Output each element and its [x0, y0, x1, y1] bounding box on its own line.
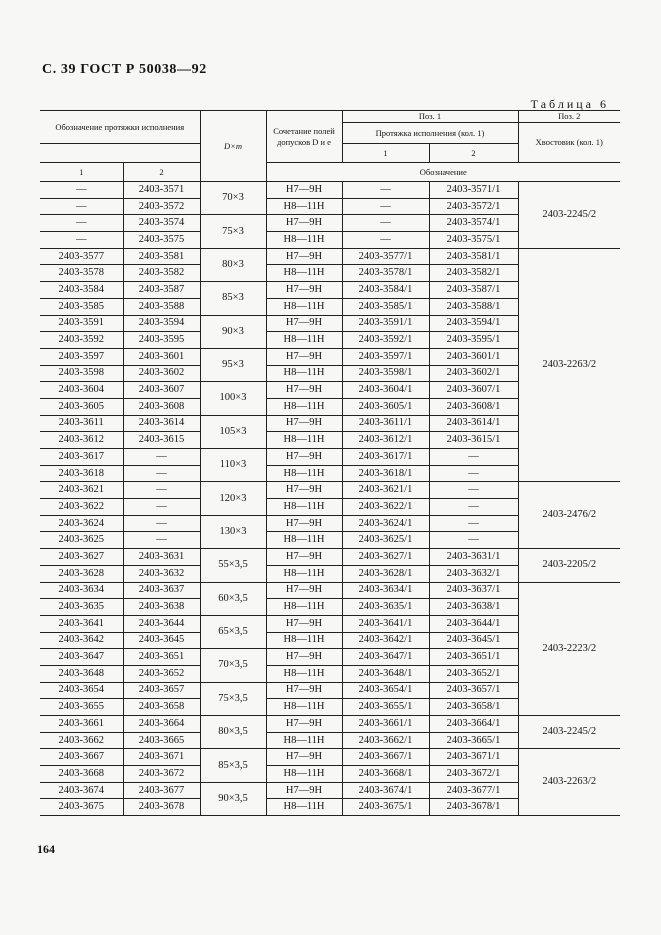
pos1-col1-cell: 2403-3611/1: [342, 415, 429, 432]
tolerance-cell: H8—11H: [266, 632, 342, 649]
tolerance-cell: H7—9H: [266, 482, 342, 499]
dxm-cell: 75×3: [200, 215, 266, 248]
broach-exec2-cell: 2403-3608: [123, 398, 200, 415]
broach-exec1-cell: 2403-3585: [40, 298, 123, 315]
pos1-col1-cell: 2403-3584/1: [342, 282, 429, 299]
broach-exec1-cell: 2403-3641: [40, 615, 123, 632]
dxm-cell: 70×3,5: [200, 649, 266, 682]
broach-exec1-cell: 2403-3662: [40, 732, 123, 749]
tolerance-cell: H7—9H: [266, 615, 342, 632]
dxm-cell: 95×3: [200, 348, 266, 381]
broach-exec1-cell: 2403-3628: [40, 565, 123, 582]
pos1-col2-cell: 2403-3645/1: [429, 632, 518, 649]
broach-exec2-cell: —: [123, 515, 200, 532]
shank-cell: 2403-2263/2: [518, 749, 620, 816]
broach-exec1-cell: 2403-3674: [40, 782, 123, 799]
table-caption: Таблица 6: [530, 97, 609, 111]
tolerance-cell: H7—9H: [266, 415, 342, 432]
tolerance-cell: H8—11H: [266, 599, 342, 616]
broach-exec2-cell: 2403-3672: [123, 766, 200, 783]
broach-exec1-cell: 2403-3621: [40, 482, 123, 499]
pos1-col1-cell: 2403-3661/1: [342, 716, 429, 733]
pos1-col2-cell: 2403-3664/1: [429, 716, 518, 733]
pos1-col2-cell: —: [429, 515, 518, 532]
broach-exec1-cell: 2403-3592: [40, 332, 123, 349]
tolerance-cell: H8—11H: [266, 732, 342, 749]
pos1-col2-cell: 2403-3588/1: [429, 298, 518, 315]
sub1-header: 1: [342, 144, 429, 163]
dxm-header: D×m: [200, 111, 266, 182]
pos1-col1-cell: 2403-3647/1: [342, 649, 429, 666]
tolerance-cell: H7—9H: [266, 182, 342, 199]
dxm-cell: 85×3,5: [200, 749, 266, 782]
dxm-cell: 105×3: [200, 415, 266, 448]
broach-exec1-cell: 2403-3611: [40, 415, 123, 432]
pos1-col1-cell: 2403-3598/1: [342, 365, 429, 382]
pos1-col2-cell: 2403-3571/1: [429, 182, 518, 199]
pos1-col1-cell: 2403-3668/1: [342, 766, 429, 783]
pos1-col1-cell: 2403-3654/1: [342, 682, 429, 699]
broach-exec2-cell: —: [123, 465, 200, 482]
tolerance-cell: H7—9H: [266, 549, 342, 566]
broach-exec2-cell: 2403-3575: [123, 232, 200, 249]
broach-exec2-cell: —: [123, 482, 200, 499]
pos1-col1-cell: —: [342, 215, 429, 232]
broach-exec1-cell: 2403-3675: [40, 799, 123, 816]
broach-exec1-cell: 2403-3642: [40, 632, 123, 649]
broach-exec2-cell: 2403-3607: [123, 382, 200, 399]
pos1-col2-cell: 2403-3582/1: [429, 265, 518, 282]
pos1-col2-cell: 2403-3665/1: [429, 732, 518, 749]
table-row: [40, 482, 620, 499]
broach-exec1-cell: 2403-3584: [40, 282, 123, 299]
broach-exec2-cell: 2403-3601: [123, 348, 200, 365]
pos1-col1-cell: 2403-3612/1: [342, 432, 429, 449]
pos1-col2-cell: 2403-3677/1: [429, 782, 518, 799]
dxm-cell: 90×3,5: [200, 782, 266, 815]
tolerance-cell: H7—9H: [266, 682, 342, 699]
broach-exec2-cell: 2403-3664: [123, 716, 200, 733]
pos1-col1-cell: —: [342, 232, 429, 249]
broach-exec1-cell: —: [40, 182, 123, 199]
broach-exec1-cell: 2403-3648: [40, 665, 123, 682]
shank-cell: 2403-2223/2: [518, 582, 620, 716]
broach-exec2-cell: 2403-3677: [123, 782, 200, 799]
tolerance-cell: H7—9H: [266, 749, 342, 766]
broach-exec1-cell: 2403-3624: [40, 515, 123, 532]
pos1-col2-cell: 2403-3672/1: [429, 766, 518, 783]
broach-exec1-cell: 2403-3604: [40, 382, 123, 399]
tolerance-cell: H8—11H: [266, 332, 342, 349]
pos1-col2-cell: —: [429, 465, 518, 482]
pos1-col1-cell: 2403-3577/1: [342, 248, 429, 265]
designation-header: Обозначение: [266, 163, 620, 182]
table-row: [40, 549, 620, 566]
dxm-cell: 130×3: [200, 515, 266, 548]
broach-exec1-cell: 2403-3617: [40, 449, 123, 466]
tolerance-cell: H7—9H: [266, 649, 342, 666]
broach-exec1-cell: —: [40, 198, 123, 215]
broach-exec2-cell: 2403-3652: [123, 665, 200, 682]
pos1-col2-cell: 2403-3671/1: [429, 749, 518, 766]
dxm-cell: 75×3,5: [200, 682, 266, 715]
broach-exec1-cell: —: [40, 232, 123, 249]
broach-exec2-cell: —: [123, 532, 200, 549]
pos1-col2-cell: 2403-3652/1: [429, 665, 518, 682]
pos1-col2-cell: 2403-3614/1: [429, 415, 518, 432]
broach-exec2-cell: 2403-3658: [123, 699, 200, 716]
broach-exec2-cell: 2403-3651: [123, 649, 200, 666]
table-row: [40, 582, 620, 599]
tolerance-cell: H7—9H: [266, 515, 342, 532]
broach-exec2-cell: 2403-3644: [123, 615, 200, 632]
pos1-col2-cell: 2403-3638/1: [429, 599, 518, 616]
broach-exec1-cell: 2403-3577: [40, 248, 123, 265]
broach-exec2-cell: 2403-3657: [123, 682, 200, 699]
broach-exec2-cell: 2403-3594: [123, 315, 200, 332]
broach-exec2-cell: 2403-3632: [123, 565, 200, 582]
dxm-cell: 110×3: [200, 449, 266, 482]
tolerance-cell: H7—9H: [266, 382, 342, 399]
pos1-col2-cell: 2403-3637/1: [429, 582, 518, 599]
pos1-col1-cell: 2403-3635/1: [342, 599, 429, 616]
pos1-col1-cell: 2403-3585/1: [342, 298, 429, 315]
pos1-col1-cell: 2403-3662/1: [342, 732, 429, 749]
pos1-col1-cell: 2403-3674/1: [342, 782, 429, 799]
broach-exec2-cell: 2403-3595: [123, 332, 200, 349]
tolerance-cell: H7—9H: [266, 716, 342, 733]
broach-exec2-cell: 2403-3615: [123, 432, 200, 449]
broach-exec1-cell: 2403-3591: [40, 315, 123, 332]
shank-cell: 2403-2245/2: [518, 182, 620, 249]
pos1-col1-cell: 2403-3648/1: [342, 665, 429, 682]
pos1-col1-cell: 2403-3625/1: [342, 532, 429, 549]
broach-exec2-cell: 2403-3587: [123, 282, 200, 299]
table-row: [40, 248, 620, 265]
pos1-col2-cell: 2403-3651/1: [429, 649, 518, 666]
broach-exec2-cell: 2403-3572: [123, 198, 200, 215]
pos1-col1-cell: 2403-3655/1: [342, 699, 429, 716]
tolerance-cell: H8—11H: [266, 699, 342, 716]
pos1-col2-cell: 2403-3574/1: [429, 215, 518, 232]
table-row: [40, 749, 620, 766]
broach-exec1-cell: 2403-3661: [40, 716, 123, 733]
pos1-header: Поз. 1: [342, 111, 518, 123]
dxm-cell: 80×3,5: [200, 716, 266, 749]
col2-header: 2: [123, 163, 200, 182]
tolerance-cell: H8—11H: [266, 799, 342, 816]
pos1-col1-cell: 2403-3622/1: [342, 499, 429, 516]
tolerance-cell: H8—11H: [266, 298, 342, 315]
pos1-col1-cell: 2403-3667/1: [342, 749, 429, 766]
pos1-col1-cell: —: [342, 198, 429, 215]
pos1-col1-cell: 2403-3641/1: [342, 615, 429, 632]
tolerance-header: Сочетание полей допусков D и e: [266, 111, 342, 163]
pos1-col1-cell: 2403-3624/1: [342, 515, 429, 532]
tolerance-cell: H8—11H: [266, 465, 342, 482]
tolerance-cell: H8—11H: [266, 432, 342, 449]
broach-exec2-cell: 2403-3581: [123, 248, 200, 265]
broach-exec1-cell: 2403-3612: [40, 432, 123, 449]
pos1-col1-cell: 2403-3621/1: [342, 482, 429, 499]
sub2-header: 2: [429, 144, 518, 163]
tolerance-cell: H7—9H: [266, 282, 342, 299]
table-row: [40, 182, 620, 199]
dxm-cell: 90×3: [200, 315, 266, 348]
broach-exec2-cell: —: [123, 499, 200, 516]
pos1-col1-cell: 2403-3605/1: [342, 398, 429, 415]
pos1-col2-cell: —: [429, 499, 518, 516]
tolerance-cell: H8—11H: [266, 198, 342, 215]
broach-exec1-cell: 2403-3597: [40, 348, 123, 365]
broach-exec1-cell: 2403-3647: [40, 649, 123, 666]
dxm-cell: 85×3: [200, 282, 266, 315]
broach-exec2-cell: 2403-3631: [123, 549, 200, 566]
pos1-col2-cell: 2403-3678/1: [429, 799, 518, 816]
tolerance-cell: H8—11H: [266, 766, 342, 783]
pos1-col2-cell: 2403-3587/1: [429, 282, 518, 299]
tolerance-cell: H8—11H: [266, 365, 342, 382]
broach-exec2-cell: 2403-3588: [123, 298, 200, 315]
tolerance-cell: H7—9H: [266, 782, 342, 799]
tolerance-cell: H7—9H: [266, 315, 342, 332]
shank-cell: 2403-2263/2: [518, 248, 620, 482]
dxm-cell: 60×3,5: [200, 582, 266, 615]
broach-exec2-cell: 2403-3671: [123, 749, 200, 766]
broach-exec2-cell: 2403-3637: [123, 582, 200, 599]
pos1-col1-cell: 2403-3597/1: [342, 348, 429, 365]
pos1-col1-cell: —: [342, 182, 429, 199]
broach-exec1-cell: 2403-3627: [40, 549, 123, 566]
broach-exec1-cell: 2403-3578: [40, 265, 123, 282]
tolerance-cell: H8—11H: [266, 565, 342, 582]
designation-table: [40, 110, 620, 816]
pos1-col1-cell: 2403-3634/1: [342, 582, 429, 599]
broach-exec1-cell: 2403-3655: [40, 699, 123, 716]
broach-exec2-cell: 2403-3614: [123, 415, 200, 432]
dxm-cell: 70×3: [200, 182, 266, 215]
broach-exec1-cell: —: [40, 215, 123, 232]
page-header: С. 39 ГОСТ Р 50038—92: [42, 62, 207, 77]
tolerance-cell: H7—9H: [266, 348, 342, 365]
pos1-col1-cell: 2403-3617/1: [342, 449, 429, 466]
pos1-col2-cell: 2403-3631/1: [429, 549, 518, 566]
pos1-col1-cell: 2403-3628/1: [342, 565, 429, 582]
pos1-col2-cell: —: [429, 532, 518, 549]
broach-exec1-cell: 2403-3618: [40, 465, 123, 482]
pos1-col2-cell: 2403-3602/1: [429, 365, 518, 382]
pos1-col2-cell: 2403-3581/1: [429, 248, 518, 265]
tolerance-cell: H8—11H: [266, 665, 342, 682]
broach-exec2-cell: —: [123, 449, 200, 466]
broach-designation-header: Обозначение протяжки исполнения: [40, 111, 200, 144]
shank-cell: 2403-2476/2: [518, 482, 620, 549]
tolerance-cell: H8—11H: [266, 499, 342, 516]
pos1-col1-cell: 2403-3618/1: [342, 465, 429, 482]
page-number: 164: [37, 842, 55, 856]
pos1-col2-cell: 2403-3608/1: [429, 398, 518, 415]
pos1-col2-cell: —: [429, 482, 518, 499]
pos1-col2-cell: 2403-3657/1: [429, 682, 518, 699]
tolerance-cell: H7—9H: [266, 449, 342, 466]
broach-exec1-cell: 2403-3634: [40, 582, 123, 599]
tolerance-cell: H7—9H: [266, 215, 342, 232]
tolerance-cell: H7—9H: [266, 248, 342, 265]
pos1-col1-cell: 2403-3591/1: [342, 315, 429, 332]
broach-exec2-cell: 2403-3582: [123, 265, 200, 282]
pos1-col2-cell: 2403-3575/1: [429, 232, 518, 249]
broach-exec2-cell: 2403-3645: [123, 632, 200, 649]
broach-exec1-cell: 2403-3625: [40, 532, 123, 549]
broach-exec2-cell: 2403-3571: [123, 182, 200, 199]
dxm-cell: 80×3: [200, 248, 266, 281]
col1-header: 1: [40, 163, 123, 182]
broach-exec2-cell: 2403-3665: [123, 732, 200, 749]
pos1-col1-cell: 2403-3592/1: [342, 332, 429, 349]
pos1-col1-cell: 2403-3675/1: [342, 799, 429, 816]
pos1-col2-cell: 2403-3594/1: [429, 315, 518, 332]
dxm-cell: 55×3,5: [200, 549, 266, 582]
broach-exec-header: Протяжка исполнения (кол. 1): [342, 123, 518, 144]
broach-exec2-cell: 2403-3602: [123, 365, 200, 382]
shank-header: Хвостовик (кол. 1): [518, 123, 620, 163]
dxm-cell: 65×3,5: [200, 615, 266, 648]
tolerance-cell: H8—11H: [266, 265, 342, 282]
broach-exec2-cell: 2403-3678: [123, 799, 200, 816]
pos2-header: Поз. 2: [518, 111, 620, 123]
dxm-cell: 120×3: [200, 482, 266, 515]
broach-exec1-cell: 2403-3654: [40, 682, 123, 699]
broach-exec1-cell: 2403-3622: [40, 499, 123, 516]
broach-exec1-cell: 2403-3667: [40, 749, 123, 766]
tolerance-cell: H8—11H: [266, 532, 342, 549]
broach-exec1-cell: 2403-3598: [40, 365, 123, 382]
tolerance-cell: H7—9H: [266, 582, 342, 599]
broach-exec2-cell: 2403-3638: [123, 599, 200, 616]
shank-cell: 2403-2245/2: [518, 716, 620, 749]
tolerance-cell: H8—11H: [266, 398, 342, 415]
pos1-col1-cell: 2403-3642/1: [342, 632, 429, 649]
shank-cell: 2403-2205/2: [518, 549, 620, 582]
pos1-col1-cell: 2403-3578/1: [342, 265, 429, 282]
pos1-col2-cell: —: [429, 449, 518, 466]
table-row: [40, 716, 620, 733]
pos1-col2-cell: 2403-3644/1: [429, 615, 518, 632]
pos1-col1-cell: 2403-3627/1: [342, 549, 429, 566]
pos1-col2-cell: 2403-3615/1: [429, 432, 518, 449]
pos1-col2-cell: 2403-3632/1: [429, 565, 518, 582]
pos1-col2-cell: 2403-3595/1: [429, 332, 518, 349]
broach-exec1-cell: 2403-3635: [40, 599, 123, 616]
broach-exec1-cell: 2403-3668: [40, 766, 123, 783]
pos1-col2-cell: 2403-3601/1: [429, 348, 518, 365]
broach-exec2-cell: 2403-3574: [123, 215, 200, 232]
broach-exec1-cell: 2403-3605: [40, 398, 123, 415]
tolerance-cell: H8—11H: [266, 232, 342, 249]
pos1-col2-cell: 2403-3607/1: [429, 382, 518, 399]
pos1-col2-cell: 2403-3658/1: [429, 699, 518, 716]
pos1-col1-cell: 2403-3604/1: [342, 382, 429, 399]
dxm-cell: 100×3: [200, 382, 266, 415]
pos1-col2-cell: 2403-3572/1: [429, 198, 518, 215]
